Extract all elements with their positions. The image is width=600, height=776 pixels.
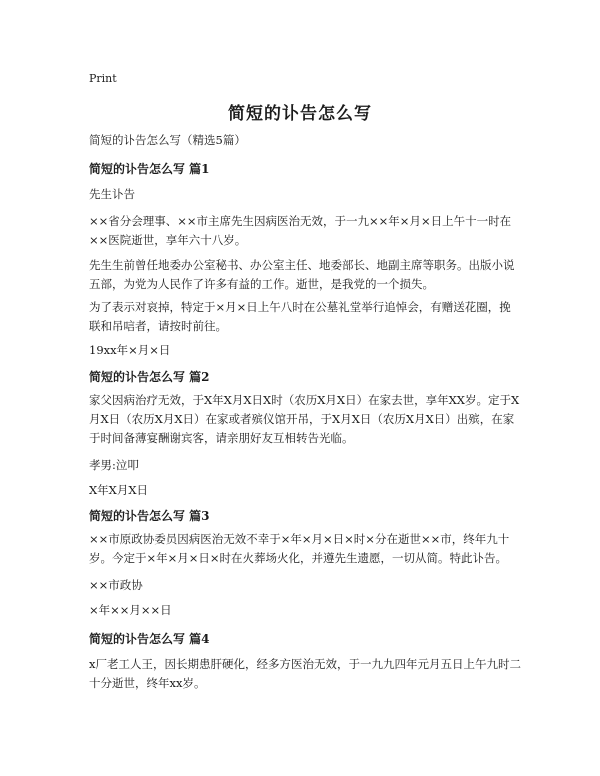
section-2-date: X年X月X日 bbox=[89, 483, 149, 497]
section-3-paragraph-1: ××市原政协委员因病医治无效不幸于×年×月×日×时×分在逝世××市，终年九十岁。今定于×年×月×日×时在火葬场火化，并遵先生遗愿，一切从简。特此讣告。 bbox=[89, 532, 510, 565]
section-1-paragraph-2: ××省分会理事、××市主席先生因病医治无效，于一九××年×月×日上午十一时在××医院逝世，享年六十八岁。 bbox=[89, 214, 512, 247]
print-link[interactable]: Print bbox=[89, 72, 117, 85]
section-heading-4: 简短的讣告怎么写 篇4 bbox=[89, 632, 210, 646]
page-title: 简短的讣告怎么写 bbox=[228, 104, 372, 124]
section-2-signature: 孝男:泣叩 bbox=[89, 458, 139, 472]
section-1-date: 19xx年×月×日 bbox=[89, 343, 171, 357]
section-heading-3: 简短的讣告怎么写 篇3 bbox=[89, 509, 210, 523]
section-1-paragraph-4: 为了表示对哀掉，特定于×月×日上午八时在公墓礼堂举行追悼会，有赠送花圈，挽联和吊唁者，请按时前往。 bbox=[89, 300, 511, 333]
section-heading-1: 简短的讣告怎么写 篇1 bbox=[89, 162, 210, 176]
section-3-signature: ××市政协 bbox=[89, 578, 143, 592]
section-4-paragraph-1: x厂老工人王，因长期患肝硬化，经多方医治无效，于一九九四年元月五日上午九时二十分逝世，终年xx岁。 bbox=[89, 657, 521, 690]
intro-text: 简短的讣告怎么写（精选5篇） bbox=[89, 133, 246, 147]
section-3-date: ×年××月××日 bbox=[89, 603, 172, 617]
section-1-paragraph-1: 先生讣告 bbox=[89, 187, 135, 201]
section-2-paragraph-1: 家父因病治疗无效，于X年X月X日X时（农历X月X日）在家去世，享年XX岁。定于X月X日（农历X月X日）在家或者殡仪馆开吊，于X月X日（农历X月X日）出殡，在家于时间备薄宴酬谢宾客，请亲朋好友互相转告光临。 bbox=[89, 393, 520, 445]
section-heading-2: 简短的讣告怎么写 篇2 bbox=[89, 370, 210, 384]
section-1-paragraph-3: 先生生前曾任地委办公室秘书、办公室主任、地委部长、地副主席等职务。出版小说五部，为党为人民作了许多有益的工作。逝世，是我党的一个损失。 bbox=[89, 258, 515, 291]
